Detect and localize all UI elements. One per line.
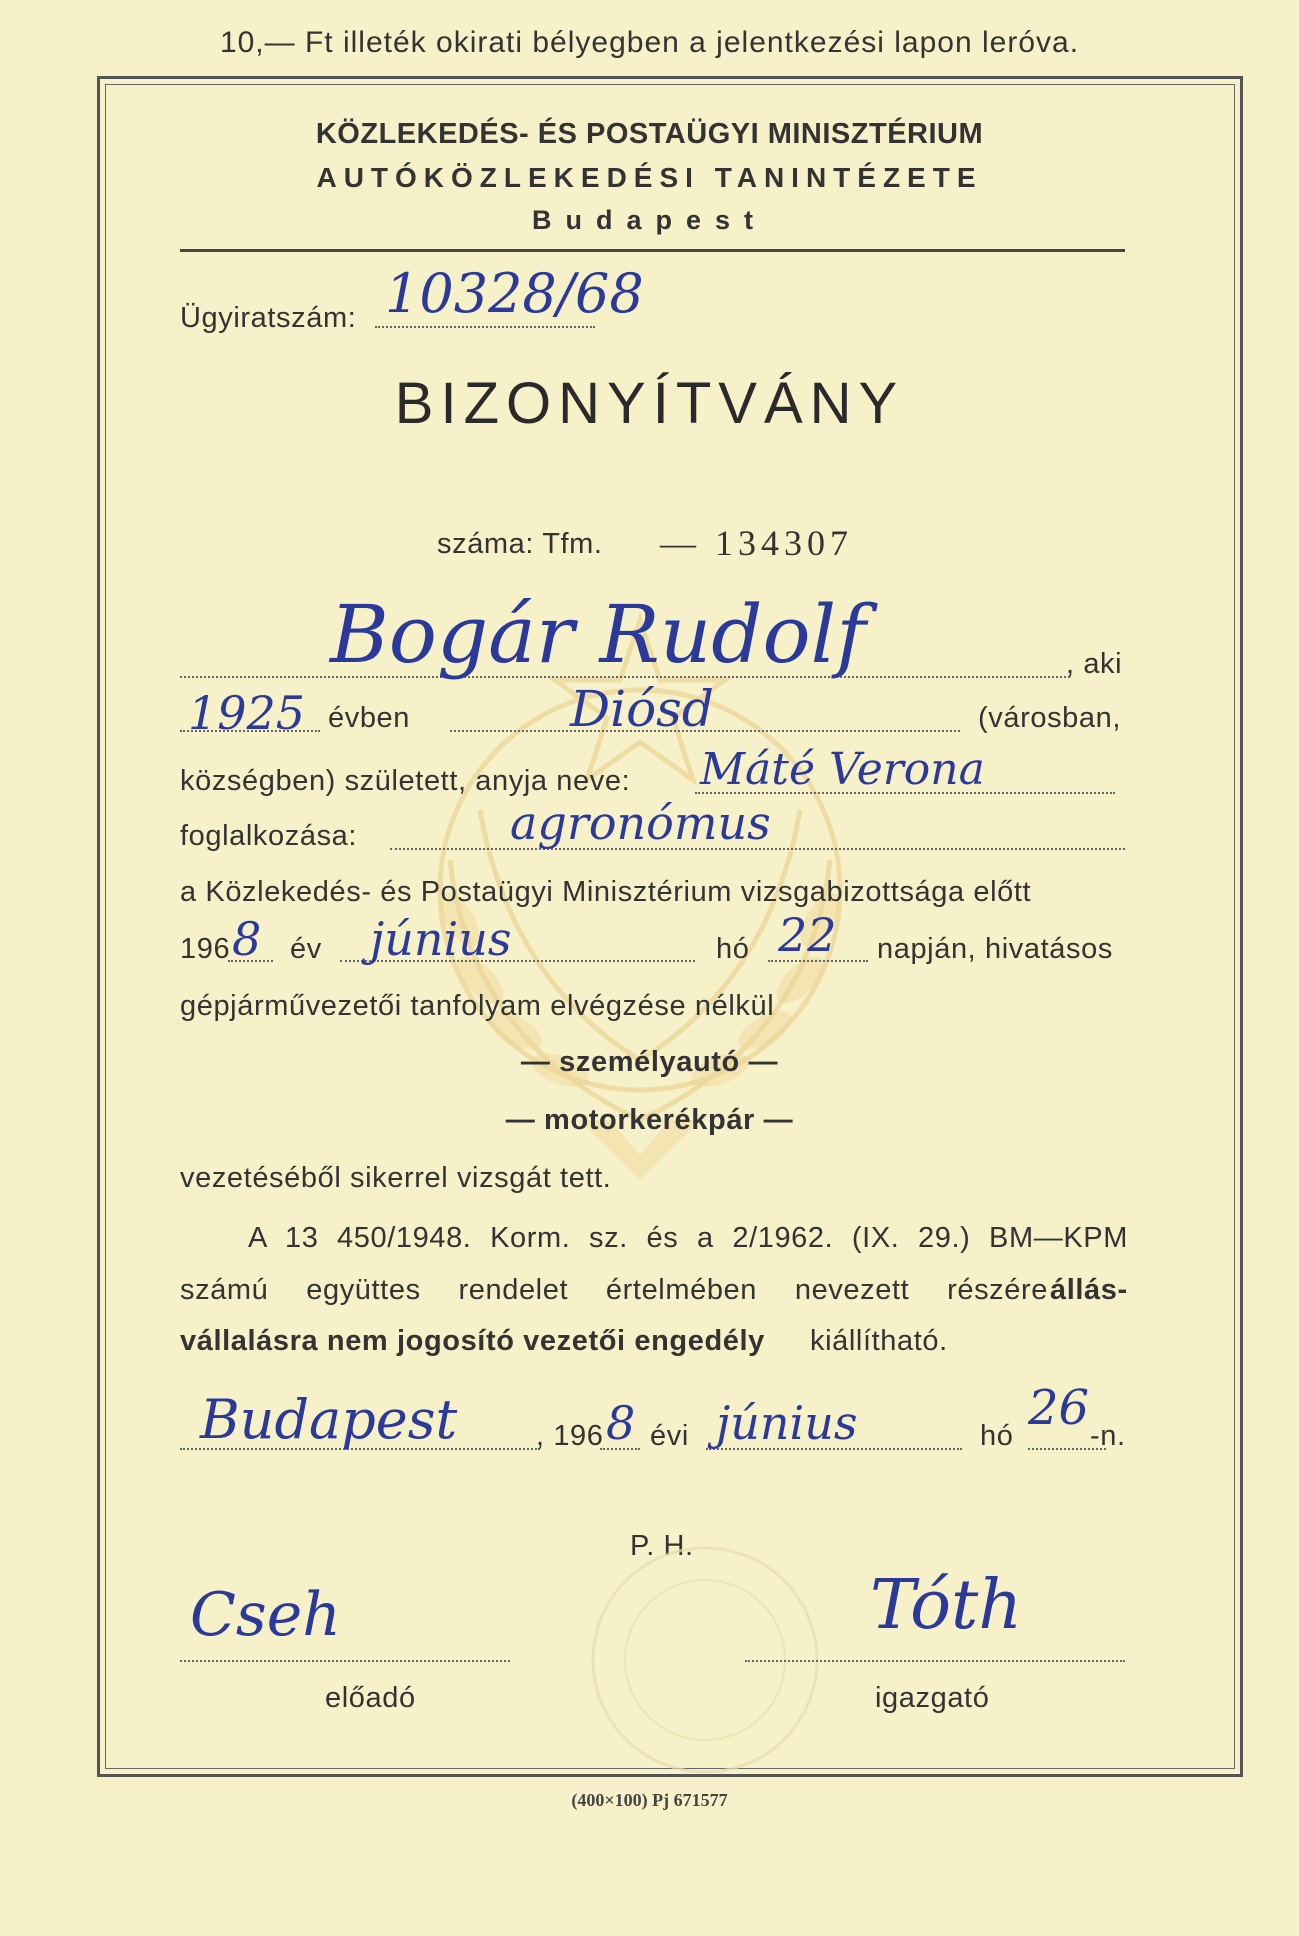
decree-line-2b: állás- — [1050, 1274, 1128, 1306]
body-line-3: gépjárművezetői tanfolyam elvégzése nélkül — [180, 990, 775, 1022]
evben-label: évben — [328, 702, 411, 734]
mother-name: Máté Verona — [700, 744, 985, 795]
body-line-1: a Közlekedés- és Postaügyi Minisztérium vizsgabizottsága előtt — [180, 876, 1032, 908]
file-number-label: Ügyiratszám: — [180, 302, 357, 334]
left-role: előadó — [325, 1682, 416, 1714]
issue-ho-label: hó — [980, 1420, 1014, 1452]
issue-year-digit: 8 — [606, 1396, 636, 1450]
right-signature-line — [745, 1660, 1125, 1662]
decree-line-3b: kiállítható. — [810, 1325, 948, 1357]
print-code: (400×100) Pj 671577 — [571, 1790, 728, 1810]
issue-month: június — [716, 1396, 858, 1450]
exam-ev-label: év — [290, 933, 322, 965]
exam-year-digit: 8 — [232, 912, 262, 966]
decree-line-3a: vállalásra nem jogosító vezetői engedély — [180, 1325, 765, 1357]
decree-line-2a: számú együttes rendelet értelmében nevezett részére — [180, 1274, 1048, 1306]
exam-day: 22 — [778, 908, 837, 962]
exam-ho-label: hó — [716, 933, 750, 965]
category-motorcycle: — motorkerékpár — — [505, 1104, 794, 1136]
exam-month: június — [370, 912, 512, 966]
issue-day: 26 — [1028, 1380, 1090, 1436]
right-role: igazgató — [875, 1682, 990, 1714]
document-title: BIZONYÍTVÁNY — [394, 371, 905, 436]
exam-result: vezetéséből sikerrel vizsgát tett. — [180, 1162, 612, 1194]
issue-suffix: -n. — [1090, 1420, 1126, 1452]
exam-year-prefix: 196 — [180, 933, 231, 965]
ministry-name: KÖZLEKEDÉS- ÉS POSTAÜGYI MINISZTÉRIUM — [315, 118, 984, 150]
birth-year: 1925 — [188, 686, 306, 740]
occupation-label: foglalkozása: — [180, 820, 358, 852]
fee-note: 10,— Ft illeték okirati bélyegben a jelentkezési lapon leróva. — [219, 26, 1080, 59]
stamp-label: P. H. — [630, 1530, 694, 1562]
file-number-value: 10328/68 — [385, 262, 644, 325]
left-signature-line — [180, 1660, 510, 1662]
issue-evi-label: évi — [650, 1420, 689, 1452]
serial-number: — 134307 — [660, 523, 853, 563]
varosban-label: (városban, — [978, 702, 1122, 734]
right-signature: Tóth — [870, 1566, 1023, 1645]
occupation-value: agronómus — [510, 796, 771, 850]
decree-line-1: A 13 450/1948. Korm. sz. és a 2/1962. (IX. 29.) BM—KPM — [248, 1222, 1128, 1254]
kozsegben-label: községben) született, anyja neve: — [180, 765, 631, 797]
issue-year-prefix: , 196 — [536, 1420, 604, 1452]
file-number-line — [375, 326, 595, 328]
birth-place: Diósd — [570, 680, 714, 738]
institute-name: AUTÓKÖZLEKEDÉSI TANINTÉZETE — [316, 162, 983, 193]
header-rule — [180, 249, 1125, 252]
left-signature: Cseh — [190, 1580, 341, 1650]
napjan-label: napján, hivatásos — [877, 933, 1113, 965]
city-name: Budapest — [531, 205, 768, 235]
category-car: — személyautó — — [520, 1046, 779, 1078]
person-name: Bogár Rudolf — [330, 588, 866, 681]
serial-label: száma: Tfm. — [437, 528, 603, 560]
aki-label: , aki — [1066, 648, 1123, 680]
issue-place: Budapest — [200, 1388, 458, 1451]
